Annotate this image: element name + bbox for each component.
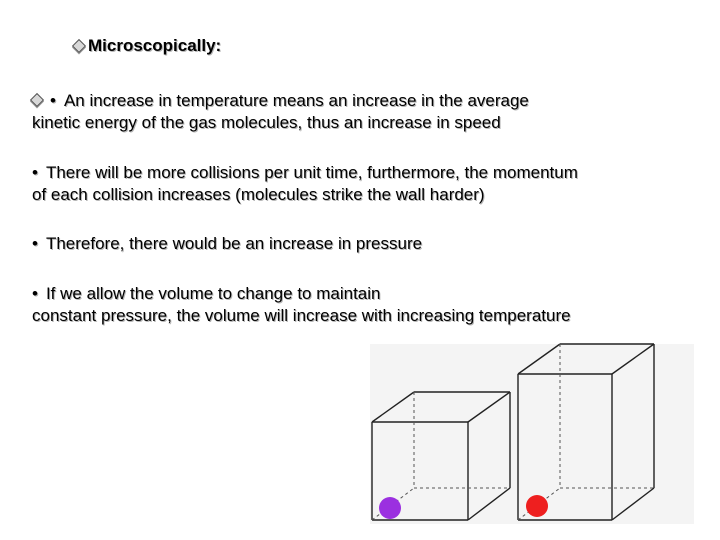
bullet-1-line-2: kinetic energy of the gas molecules, thus an increase in speed	[32, 113, 501, 132]
bullet-symbol: •	[32, 284, 38, 303]
bullet-symbol: •	[50, 91, 56, 110]
tall-container-box	[518, 344, 654, 520]
small-box-molecule	[379, 497, 401, 519]
bullet-3-line-1: Therefore, there would be an increase in pressure	[45, 234, 423, 253]
bullet-2-line-2: of each collision increases (molecules strike the wall harder)	[32, 185, 485, 204]
bullet-2-line-1: There will be more collisions per unit time, furthermore, the momentum	[45, 163, 578, 182]
bullet-1-line-1: An increase in temperature means an increase in the average	[63, 91, 529, 110]
heading-text: Microscopically:	[88, 36, 222, 55]
bullet-symbol: •	[32, 163, 38, 182]
bullet-4-line-1: If we allow the volume to change to maintain	[45, 284, 381, 303]
bullet-symbol: •	[32, 234, 38, 253]
tall-box-molecule	[526, 495, 548, 517]
bullet-4-line-2: constant pressure, the volume will increase with increasing temperature	[32, 306, 571, 325]
